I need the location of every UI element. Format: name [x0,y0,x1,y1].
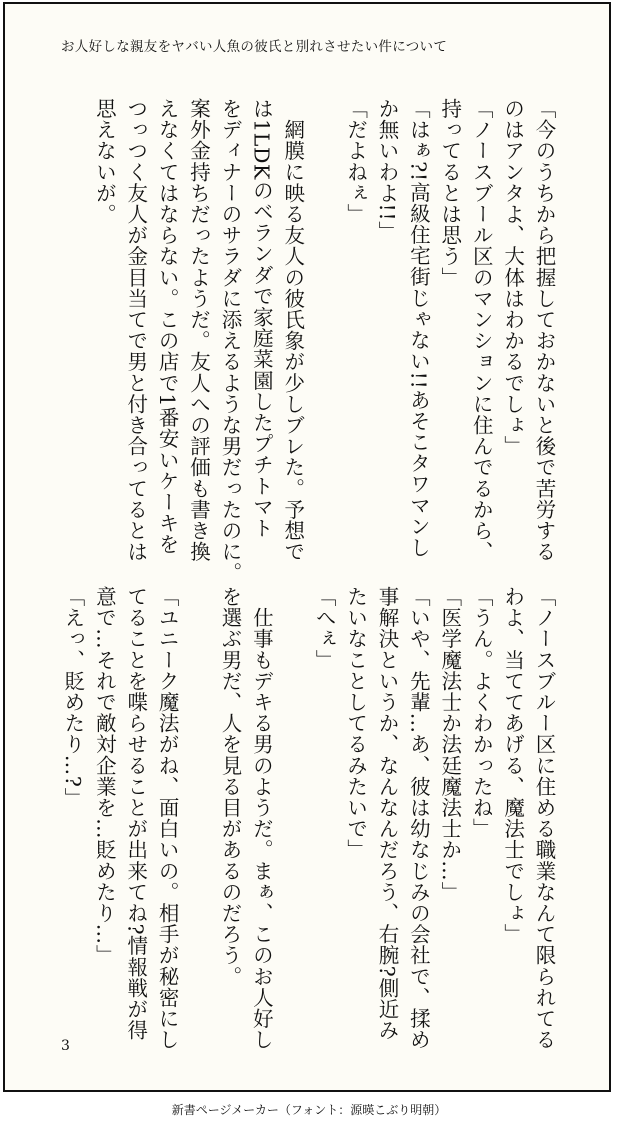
bottom-text-block: 「ノースブルー区に住める職業なんて限られてる わよ、当ててあげる、魔法士でしょ」 「うん。よくわかったね」 「医学魔法士か法廷魔法士か…」 「いや、先輩…あ、彼は幼なじみの会社で、揉め 事解決というか、なんなんだろう、右腕?側近み たいなことしてるみたいで」 「へぇ」 仕事もデキる男のようだ。まぁ、このお人好し を選ぶ男だ、人を見る目があるのだろう。 「ユニーク魔法がね、面白いの。相手が秘密にし てることを喋らせることが出来てね?情報戦が得 意で…それで敵対企業を…貶めたり…」 「えっ、貶めたり…?」 [60,586,556,1051]
top-text-block: 「今のうちから把握しておかないと後で苦労する のはアンタよ、大体はわかるでしょ」 「ノースブール区のマンションに住んでるから、 持ってるとは思う」 「はぁ?!高級住宅街じゃない!!あそこタワマンし か無いわよ!!」 「だよねぇ」 網膜に映る友人の彼氏象が少しブレた。予想で は1LDKのベランダで家庭菜園したプチトマト をディナーのサラダに添えるような男だったのに。 案外金持ちだったようだ。友人への評価も書き換 えなくてはならない。この店で1番安いケーキを つっつく友人が金目当てで男と付き合ってるとは 思えないが。 [92,98,556,584]
footer-caption: 新書ページメーカー（フォント：源暎こぶり明朝） [171,1103,447,1117]
page-number: 3 [61,1038,70,1054]
running-head: お人好しな親友をヤバい人魚の彼氏と別れさせたい件について [61,39,448,55]
book-page [3,2,611,1092]
